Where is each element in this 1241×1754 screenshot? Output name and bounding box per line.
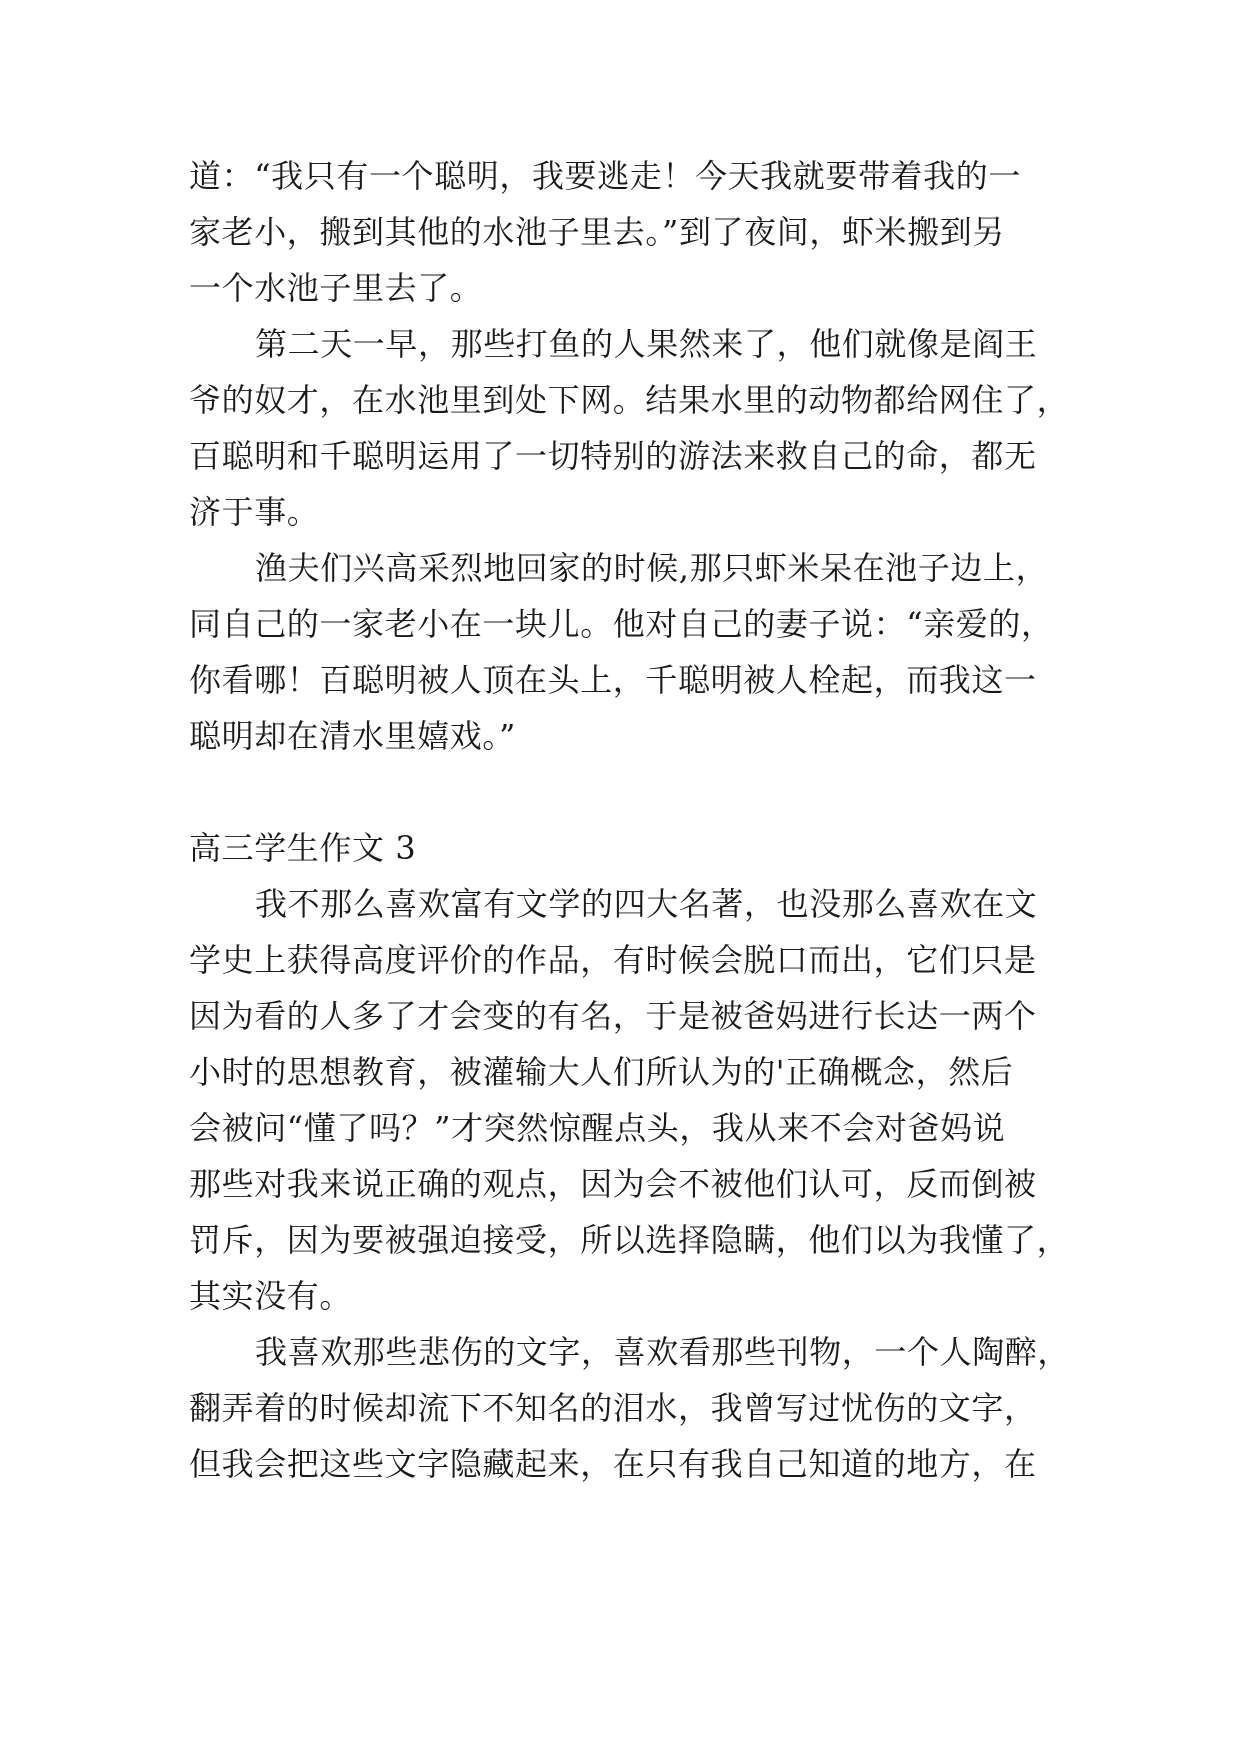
- text-line: 家老小，搬到其他的水池子里去。”到了夜间，虾米搬到另: [189, 213, 1005, 251]
- story-paragraph-2: [189, 316, 1070, 540]
- text-line: 罚斥，因为要被强迫接受，所以选择隐瞒，他们以为我懂了，: [189, 1221, 1070, 1259]
- text-line: 渔夫们兴高采烈地回家的时候,那只虾米呆在池子边上，: [255, 549, 1049, 587]
- text-line: 那些对我来说正确的观点，因为会不被他们认可，反而倒被: [189, 1165, 1037, 1203]
- section-spacer: [189, 764, 1053, 820]
- essay-paragraph-1: [189, 876, 1070, 1324]
- text-line: 一个水池子里去了。: [189, 269, 483, 307]
- story-paragraph-1: [189, 148, 1053, 316]
- text-line: 会被问“懂了吗？”才突然惊醒点头，我从来不会对爸妈说: [189, 1109, 1006, 1147]
- text-line: 济于事。: [189, 493, 320, 531]
- text-line: 小时的思想教育，被灌输大人们所认为的'正确概念，然后: [189, 1053, 1014, 1091]
- text-line: 百聪明和千聪明运用了一切特别的游法来救自己的命，都无: [189, 437, 1037, 475]
- essay-title: 高三学生作文 3: [189, 829, 417, 867]
- text-line: 聪明却在清水里嬉戏。”: [189, 717, 516, 755]
- text-line: 学史上获得高度评价的作品，有时候会脱口而出，它们只是: [189, 941, 1037, 979]
- text-line: 但我会把这些文字隐藏起来，在只有我自己知道的地方，在: [189, 1445, 1037, 1483]
- text-line: 因为看的人多了才会变的有名，于是被爸妈进行长达一两个: [189, 997, 1037, 1035]
- text-line: 你看哪！百聪明被人顶在头上，千聪明被人栓起，而我这一: [189, 661, 1037, 699]
- text-line: 爷的奴才，在水池里到处下网。结果水里的动物都给网住了，: [189, 381, 1070, 419]
- text-line: 第二天一早，那些打鱼的人果然来了，他们就像是阎王: [255, 325, 1038, 363]
- essay-paragraph-2: [189, 1324, 1071, 1492]
- text-line: 同自己的一家老小在一块儿。他对自己的妻子说：“亲爱的，: [189, 605, 1054, 643]
- body-text: [189, 148, 1071, 1492]
- text-line: 我不那么喜欢富有文学的四大名著，也没那么喜欢在文: [255, 885, 1038, 923]
- text-line: 道：“我只有一个聪明，我要逃走！今天我就要带着我的一: [189, 157, 1021, 195]
- text-line: 其实没有。: [189, 1277, 353, 1315]
- text-line: 翻弄着的时候却流下不知名的泪水，我曾写过忧伤的文字，: [189, 1389, 1037, 1427]
- text-line: 我喜欢那些悲伤的文字，喜欢看那些刊物，一个人陶醉，: [255, 1333, 1071, 1371]
- story-paragraph-3: [189, 540, 1053, 764]
